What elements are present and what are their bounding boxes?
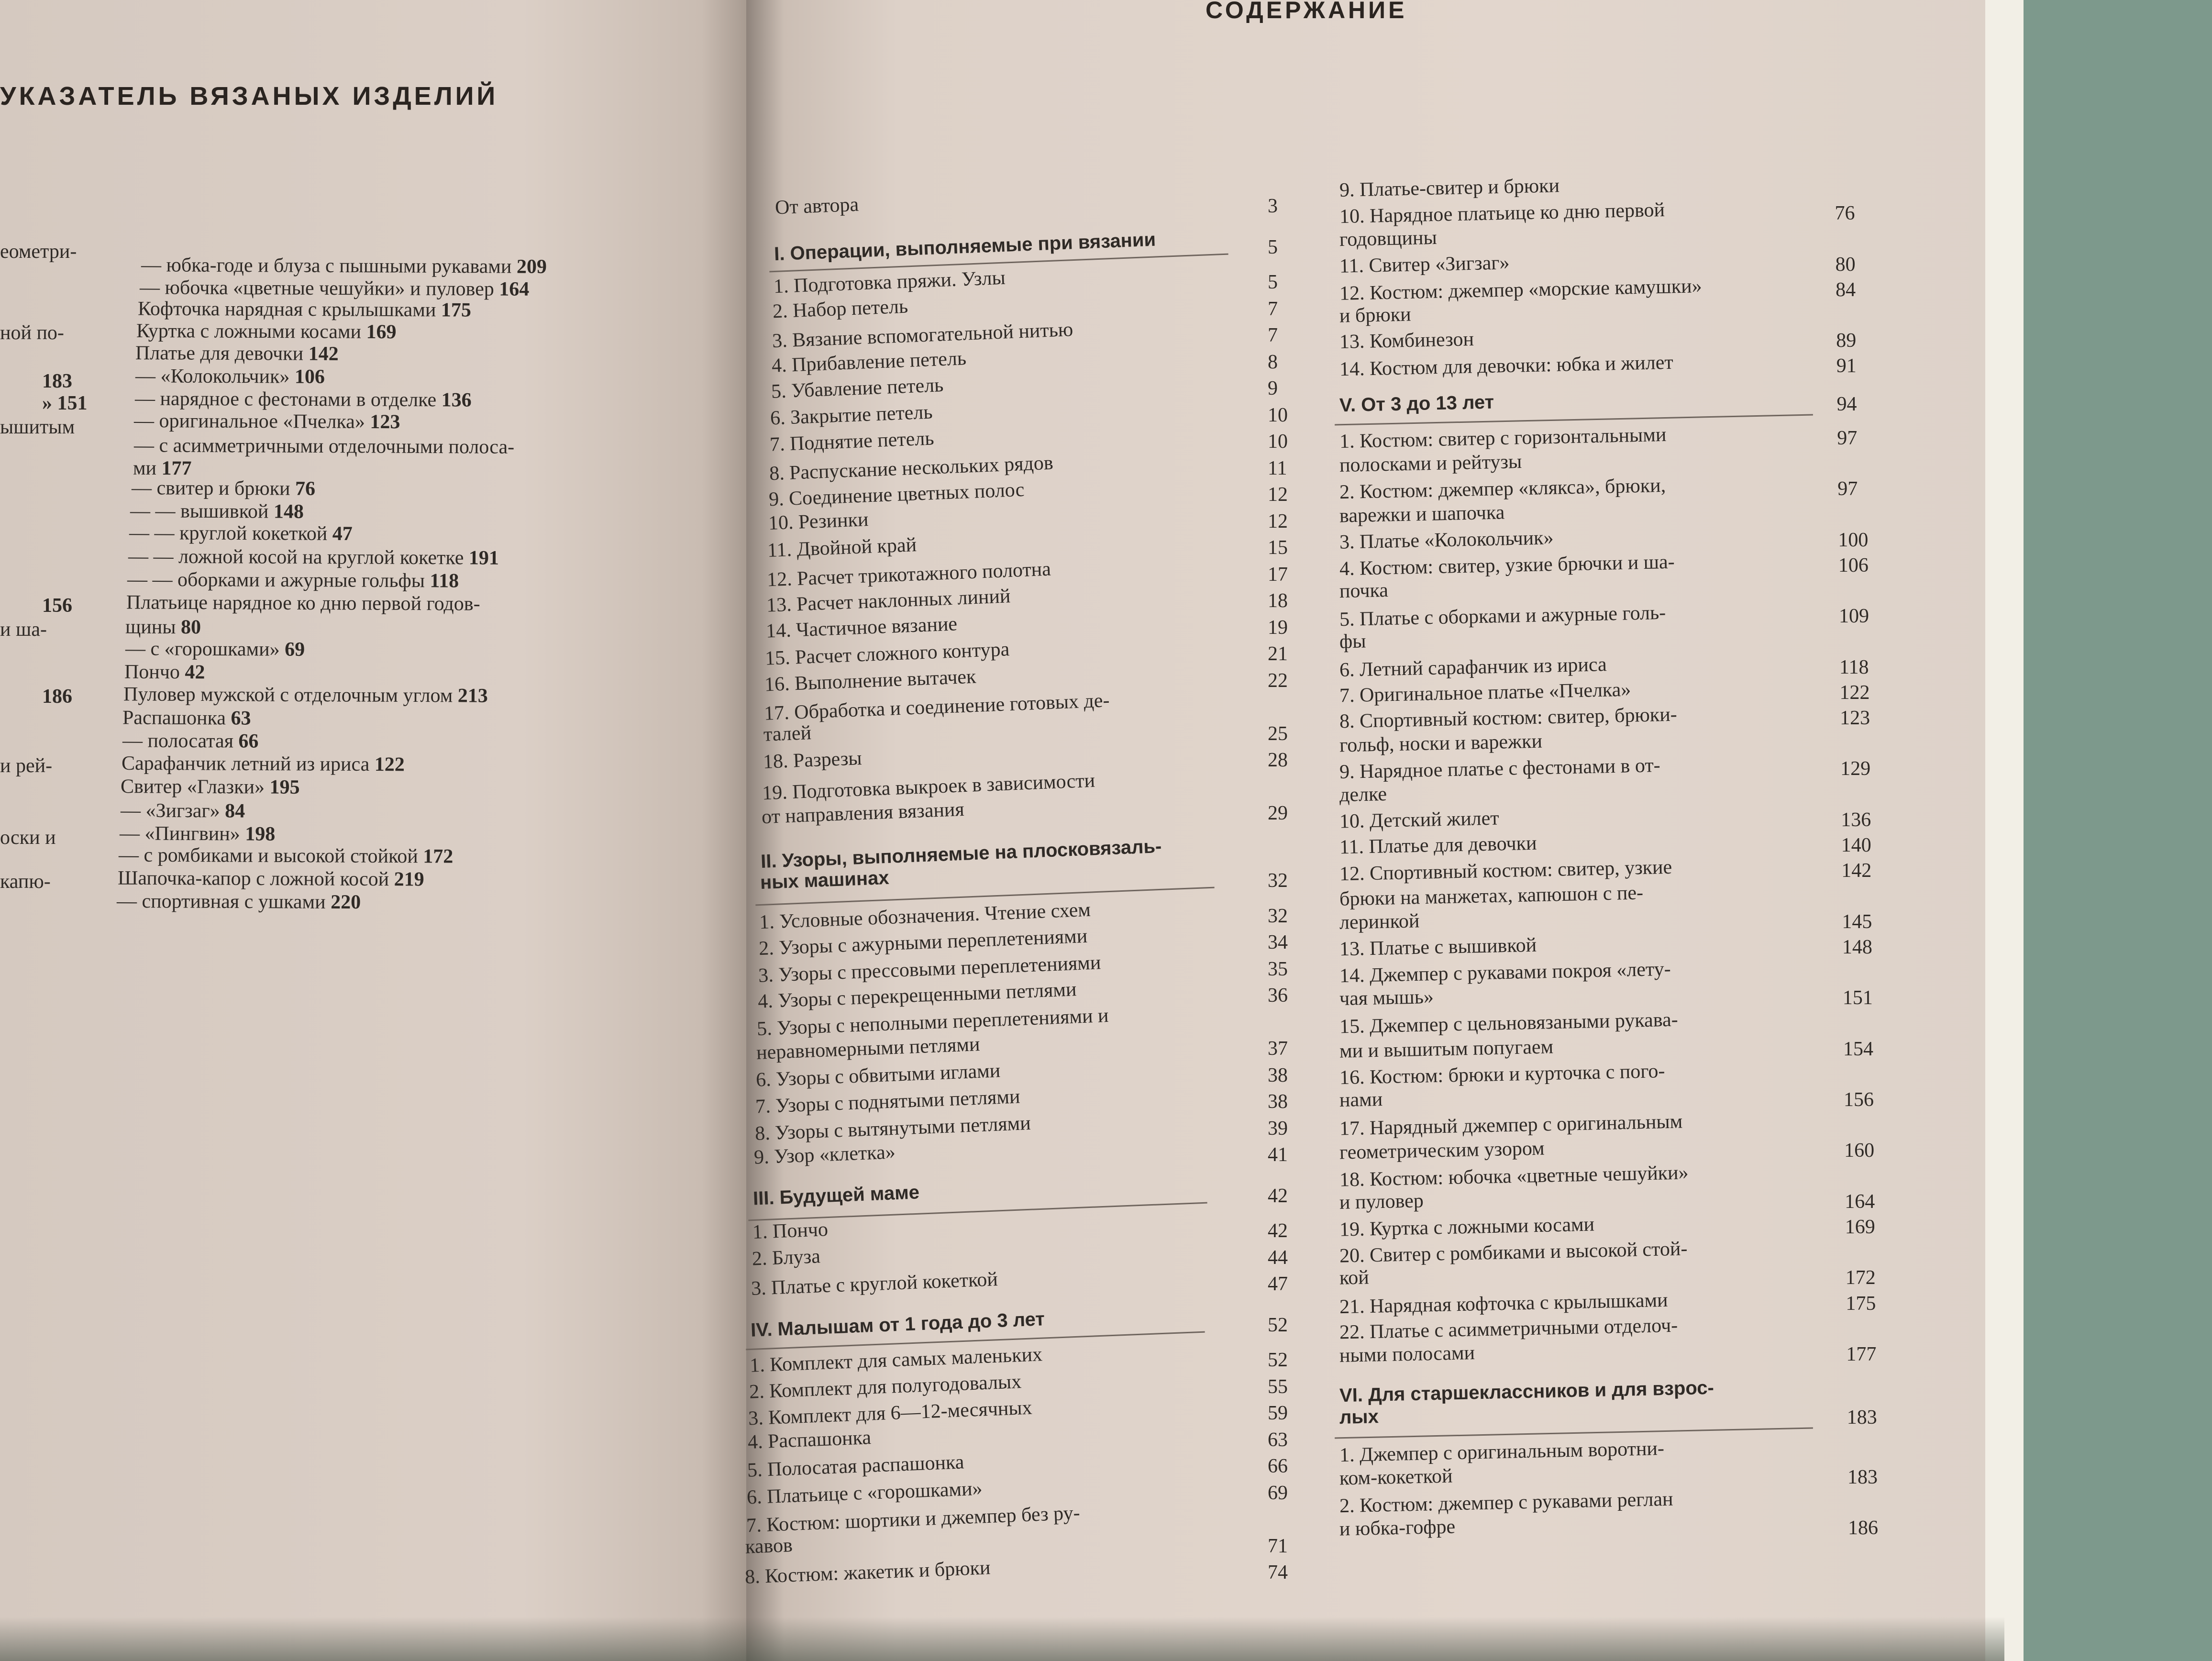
toc-item: 9. Соединение цветных полос bbox=[768, 478, 1025, 511]
toc-item: 5. Полосатая распашонка bbox=[747, 1451, 965, 1482]
toc-item: нами bbox=[1339, 1088, 1383, 1111]
toc-item: 11. Платье для девочки bbox=[1339, 832, 1537, 859]
toc-page-number: 32 bbox=[1268, 870, 1288, 892]
toc-item: 6. Закрытие петель bbox=[770, 401, 933, 429]
toc-section: ных машинах bbox=[760, 867, 890, 894]
toc-item: 17. Обработка и соединение готовых де- bbox=[763, 689, 1110, 725]
toc-page-number: 59 bbox=[1268, 1402, 1288, 1424]
toc-page-number: 44 bbox=[1268, 1246, 1288, 1269]
toc-item: кой bbox=[1339, 1266, 1370, 1290]
index-entry bbox=[126, 592, 480, 614]
index-entry bbox=[125, 639, 305, 660]
toc-item: 17. Нарядный джемпер с оригинальным bbox=[1339, 1110, 1683, 1140]
toc-item: 5. Платье с оборками и ажурные голь- bbox=[1339, 602, 1666, 631]
toc-item: геометрическим узором bbox=[1339, 1137, 1545, 1164]
toc-item: 2. Комплект для полугодовалых bbox=[749, 1370, 1022, 1403]
left-page bbox=[0, 0, 746, 1661]
toc-page-number: 7 bbox=[1268, 298, 1278, 320]
toc-item: 3. Комплект для 6—12-месячных bbox=[748, 1396, 1033, 1430]
index-entry-page: 142 bbox=[308, 343, 339, 365]
index-entry-page: 175 bbox=[441, 299, 471, 321]
edge-fragment: капю- bbox=[0, 871, 51, 893]
toc-page-number: 69 bbox=[1268, 1482, 1288, 1504]
index-entry bbox=[129, 523, 353, 544]
toc-item: годовщины bbox=[1339, 227, 1438, 251]
index-entry-page: 47 bbox=[332, 522, 353, 545]
toc-section: VI. Для старшеклассников и для взрос- bbox=[1339, 1377, 1714, 1406]
index-entry bbox=[136, 321, 397, 342]
toc-item: делке bbox=[1339, 783, 1387, 806]
toc-page-number: 5 bbox=[1268, 271, 1278, 293]
index-entry-text: — — вышивкой bbox=[130, 500, 269, 523]
toc-item: 8. Узоры с вытянутыми петлями bbox=[754, 1112, 1031, 1145]
toc-page-number: 8 bbox=[1268, 351, 1278, 373]
index-entry bbox=[138, 299, 471, 320]
index-entry bbox=[124, 662, 205, 683]
toc-section: II. Узоры, выполняемые на плосковязаль- bbox=[760, 835, 1162, 872]
toc-item: 19. Куртка с ложными косами bbox=[1339, 1213, 1595, 1241]
toc-item: 20. Свитер с ромбиками и высокой стой- bbox=[1339, 1238, 1688, 1267]
toc-item: неравномерными петлями bbox=[756, 1033, 981, 1064]
toc-page-number: 5 bbox=[1268, 236, 1278, 258]
toc-item: От автора bbox=[774, 193, 859, 219]
toc-page-number: 52 bbox=[1268, 1349, 1288, 1371]
toc-page-number: 94 bbox=[1836, 393, 1857, 415]
toc-item: и брюки bbox=[1339, 303, 1412, 327]
toc-item: 4. Прибавление петель bbox=[771, 347, 967, 377]
toc-page-number: 71 bbox=[1268, 1535, 1288, 1557]
toc-item: 12. Спортивный костюм: свитер, узкие bbox=[1339, 856, 1672, 886]
toc-item: 15. Джемпер с цельновязаными рукава- bbox=[1339, 1008, 1679, 1038]
edge-fragment: еометри- bbox=[0, 241, 77, 263]
index-entry bbox=[120, 823, 275, 844]
index-entry-text: Свитер «Глазки» bbox=[120, 775, 265, 798]
toc-page-number: 3 bbox=[1268, 195, 1278, 217]
toc-item: 9. Узор «клетка» bbox=[753, 1141, 896, 1169]
index-entry-text: — оригинальное «Пчелка» bbox=[133, 410, 365, 433]
toc-page-number: 32 bbox=[1268, 905, 1288, 927]
index-entry-text: — юбочка «цветные чешуйки» и пуловер bbox=[139, 277, 494, 300]
index-entry-page: 76 bbox=[295, 477, 316, 500]
index-entry bbox=[121, 776, 300, 797]
index-entry-page: 177 bbox=[161, 457, 192, 480]
toc-page-number: 36 bbox=[1268, 985, 1288, 1007]
toc-page-number: 42 bbox=[1268, 1220, 1288, 1242]
index-entry bbox=[123, 684, 488, 706]
toc-item: 15. Расчет сложного контура bbox=[764, 638, 1010, 670]
toc-page-number: 76 bbox=[1835, 202, 1855, 225]
toc-item: 5. Узоры с неполными переплетениями и bbox=[756, 1004, 1109, 1040]
toc-item: ком-кокеткой bbox=[1339, 1465, 1453, 1490]
toc-item: 14. Костюм для девочки: юбка и жилет bbox=[1339, 352, 1674, 381]
index-entry-page: 118 bbox=[430, 570, 459, 592]
toc-item: 11. Двойной край bbox=[767, 534, 918, 562]
toc-item: 18. Разрезы bbox=[762, 747, 862, 773]
toc-page-number: 89 bbox=[1836, 330, 1857, 352]
edge-fragment: и ша- bbox=[0, 619, 47, 641]
index-entry bbox=[135, 366, 325, 387]
toc-page-number: 97 bbox=[1837, 427, 1858, 449]
index-entry-text: Куртка с ложными косами bbox=[136, 320, 362, 343]
index-entry-text: — — ложной косой на круглой кокетке bbox=[128, 545, 464, 569]
toc-page-number: 129 bbox=[1840, 758, 1871, 780]
toc-item: 4. Узоры с перекрещенными петлями bbox=[757, 978, 1077, 1013]
toc-item: 16. Костюм: брюки и курточка с пого- bbox=[1339, 1060, 1665, 1089]
toc-page-number: 35 bbox=[1268, 958, 1288, 980]
toc-item: 10. Нарядное платьице ко дню первой bbox=[1339, 199, 1665, 228]
toc-item: 14. Частичное вязание bbox=[765, 612, 958, 642]
toc-page-number: 74 bbox=[1268, 1561, 1288, 1583]
toc-item: 1. Комплект для самых маленьких bbox=[749, 1343, 1043, 1377]
toc-item: 2. Узоры с ажурными переплетениями bbox=[758, 925, 1088, 960]
index-entry-text: — «Зигзаг» bbox=[120, 799, 220, 822]
index-entry-page: 123 bbox=[370, 410, 400, 433]
index-entry-page: 148 bbox=[273, 500, 304, 523]
index-entry bbox=[134, 435, 514, 457]
toc-item: 2. Набор петель bbox=[772, 295, 909, 322]
index-entry-page: 80 bbox=[180, 616, 201, 639]
toc-page-number: 10 bbox=[1268, 404, 1288, 426]
toc-item: 19. Подготовка выкроек в зависимости bbox=[762, 769, 1096, 804]
index-entry-page: 42 bbox=[185, 661, 205, 684]
index-entry-text: щины bbox=[125, 616, 176, 639]
toc-item: 4. Костюм: свитер, узкие брючки и ша- bbox=[1339, 551, 1675, 580]
index-entry bbox=[122, 731, 259, 751]
toc-item: фы bbox=[1339, 630, 1366, 653]
toc-item: 1. Подготовка пряжи. Узлы bbox=[773, 266, 1006, 298]
toc-page-number: 177 bbox=[1846, 1343, 1877, 1365]
index-entry bbox=[118, 868, 424, 890]
toc-page-number: 10 bbox=[1268, 431, 1288, 453]
index-entry bbox=[130, 501, 304, 522]
edge-fragment: 156 bbox=[42, 595, 72, 617]
index-entry-text: — свитер и брюки bbox=[131, 477, 290, 500]
index-entry-page: 164 bbox=[499, 278, 530, 300]
toc-item: 4. Распашонка bbox=[747, 1426, 872, 1453]
edge-fragment: оски и bbox=[0, 827, 56, 849]
index-entry-page: 172 bbox=[423, 845, 453, 868]
index-entry-text: — юбка-годе и блуза с пышными рукавами bbox=[141, 254, 512, 278]
toc-page-number: 164 bbox=[1845, 1190, 1875, 1213]
toc-page-number: 183 bbox=[1847, 1406, 1877, 1429]
toc-page-number: 123 bbox=[1840, 707, 1870, 729]
edge-fragment: 183 bbox=[42, 370, 72, 392]
toc-page-number: 19 bbox=[1268, 616, 1288, 639]
toc-page-number: 41 bbox=[1268, 1144, 1288, 1166]
toc-item: 8. Костюм: жакетик и брюки bbox=[744, 1557, 991, 1588]
edge-fragment: 186 bbox=[42, 686, 72, 708]
toc-item: 3. Узоры с прессовыми переплетениями bbox=[758, 951, 1101, 987]
toc-item: 21. Нарядная кофточка с крылышками bbox=[1339, 1289, 1668, 1318]
index-entry-text: Распашонка bbox=[122, 707, 226, 730]
toc-page-number: 11 bbox=[1268, 457, 1287, 479]
index-entry bbox=[122, 708, 251, 728]
index-entry-text: — с асимметричными отделочными полоса- bbox=[133, 434, 515, 458]
toc-page-number: 136 bbox=[1841, 808, 1871, 831]
index-entry-text: Шапочка-капор с ложной косой bbox=[117, 867, 389, 891]
toc-item: 1. Джемпер с оригинальным воротни- bbox=[1339, 1437, 1665, 1466]
index-entry bbox=[117, 891, 361, 912]
index-entry-page: 195 bbox=[269, 776, 300, 798]
toc-item: 1. Пончо bbox=[752, 1218, 829, 1244]
index-entry-page: 219 bbox=[394, 868, 424, 891]
toc-item: гольф, носки и варежки bbox=[1339, 730, 1543, 757]
toc-page-number: 38 bbox=[1268, 1091, 1288, 1113]
toc-item: 7. Костюм: шортики и джемпер без ру- bbox=[745, 1502, 1080, 1537]
toc-page-number: 148 bbox=[1842, 936, 1872, 958]
toc-page-number: 156 bbox=[1844, 1089, 1874, 1111]
index-entry bbox=[134, 411, 400, 432]
index-entry bbox=[127, 569, 459, 591]
toc-page-number: 160 bbox=[1844, 1140, 1875, 1162]
index-entry-text: — — оборками и ажурные гольфы bbox=[127, 568, 425, 592]
index-entry-text: — спортивная с ушками bbox=[116, 890, 326, 913]
toc-section: IV. Малышам от 1 года до 3 лет bbox=[750, 1308, 1045, 1341]
section-rule bbox=[1335, 414, 1813, 425]
index-entry-page: 220 bbox=[331, 891, 361, 914]
toc-page-number: 42 bbox=[1268, 1185, 1288, 1207]
index-entry-page: 209 bbox=[516, 255, 547, 278]
toc-page-number: 109 bbox=[1838, 605, 1869, 628]
toc-page-number: 15 bbox=[1268, 537, 1288, 559]
toc-item: 7. Узоры с поднятыми петлями bbox=[755, 1085, 1021, 1118]
toc-item: варежки и шапочка bbox=[1339, 501, 1505, 528]
toc-item: 14. Джемпер с рукавами покроя «лету- bbox=[1339, 958, 1671, 987]
index-entry-text: — с «горошками» bbox=[125, 638, 280, 661]
toc-item: брюки на манжетах, капюшон с пе- bbox=[1339, 882, 1644, 911]
toc-page-number: 7 bbox=[1268, 324, 1278, 346]
toc-item: 7. Оригинальное платье «Пчелка» bbox=[1339, 678, 1631, 707]
index-entry bbox=[133, 458, 192, 479]
index-entry bbox=[135, 343, 339, 364]
toc-item: от направления вязания bbox=[761, 798, 965, 829]
index-entry bbox=[141, 255, 547, 277]
index-entry-text: Кофточка нарядная с крылышками bbox=[137, 298, 436, 321]
edge-fragment: » 151 bbox=[42, 392, 88, 414]
index-entry-text: — «Колокольчик» bbox=[135, 365, 290, 388]
toc-page-number: 55 bbox=[1268, 1375, 1288, 1398]
toc-item: 13. Комбинезон bbox=[1339, 328, 1474, 354]
toc-item: 8. Распускание нескольких рядов bbox=[769, 452, 1054, 485]
endpaper bbox=[1985, 0, 2024, 1661]
index-entry-text: Пуловер мужской с отделочным углом bbox=[123, 683, 453, 707]
toc-page-number: 183 bbox=[1847, 1466, 1878, 1488]
toc-page-number: 122 bbox=[1839, 681, 1870, 704]
index-entry-text: — нарядное с фестонами в отделке bbox=[134, 388, 437, 411]
toc-page-number: 28 bbox=[1268, 749, 1288, 771]
toc-page-number: 38 bbox=[1268, 1064, 1288, 1086]
right-page bbox=[746, 0, 2004, 1661]
index-entry-page: 136 bbox=[441, 389, 472, 411]
index-entry bbox=[132, 478, 315, 499]
toc-item: 3. Платье «Колокольчик» bbox=[1339, 526, 1554, 554]
toc-item: 6. Летний сарафанчик из ириса bbox=[1339, 653, 1607, 681]
toc-item: ми и вышитым попугаем bbox=[1339, 1035, 1554, 1063]
toc-page-number: 25 bbox=[1268, 722, 1288, 745]
toc-item: 2. Костюм: джемпер «клякса», брюки, bbox=[1339, 475, 1666, 504]
toc-page-number: 169 bbox=[1845, 1216, 1875, 1238]
toc-page-number: 9 bbox=[1268, 377, 1278, 399]
index-entry-text: — — круглой кокеткой bbox=[129, 521, 328, 545]
toc-page-number: 142 bbox=[1841, 860, 1872, 882]
toc-section: лых bbox=[1339, 1406, 1379, 1428]
toc-section: V. От 3 до 13 лет bbox=[1339, 391, 1494, 416]
index-entry-page: 69 bbox=[285, 638, 305, 661]
toc-page-number: 140 bbox=[1841, 834, 1871, 856]
index-entry-page: 191 bbox=[468, 547, 499, 569]
toc-item: 13. Расчет наклонных линий bbox=[766, 585, 1011, 617]
index-entry bbox=[125, 617, 201, 638]
index-entry bbox=[135, 388, 472, 410]
index-entry bbox=[119, 845, 453, 866]
toc-page-number: 63 bbox=[1268, 1428, 1288, 1451]
toc-item: 10. Резинки bbox=[767, 508, 869, 534]
toc-item: 16. Выполнение вытачек bbox=[764, 665, 977, 696]
index-entry-page: 122 bbox=[374, 753, 405, 776]
edge-fragment: ной по- bbox=[0, 322, 64, 344]
contents-heading: СОДЕРЖАНИЕ bbox=[1206, 0, 1407, 23]
index-entry-text: — с ромбиками и высокой стойкой bbox=[118, 844, 418, 868]
toc-item: 9. Платье-свитер и брюки bbox=[1339, 175, 1560, 201]
index-entry-page: 84 bbox=[225, 800, 245, 822]
toc-page-number: 21 bbox=[1268, 643, 1288, 665]
toc-page-number: 39 bbox=[1268, 1117, 1288, 1140]
toc-item: леринкой bbox=[1339, 909, 1420, 934]
index-entry-text: Платье для девочки bbox=[135, 342, 304, 365]
toc-item: 3. Вязание вспомогательной нитью bbox=[772, 318, 1074, 353]
toc-item: 5. Убавление петель bbox=[770, 374, 944, 403]
toc-page-number: 154 bbox=[1843, 1038, 1873, 1060]
toc-page-number: 34 bbox=[1268, 931, 1288, 953]
toc-item: 6. Узоры с обвитыми иглами bbox=[755, 1059, 1001, 1091]
toc-page-number: 97 bbox=[1837, 478, 1858, 500]
toc-item: 8. Спортивный костюм: свитер, брюки- bbox=[1339, 703, 1678, 733]
toc-item: и пуловер bbox=[1339, 1189, 1424, 1214]
index-entry-text: Платьице нарядное ко дню первой годов- bbox=[126, 591, 480, 615]
page-shadow bbox=[0, 1617, 2004, 1661]
index-entry-page: 169 bbox=[366, 321, 397, 343]
toc-item: 12. Костюм: джемпер «морские камушки» bbox=[1339, 275, 1703, 305]
toc-page-number: 47 bbox=[1268, 1273, 1288, 1295]
toc-page-number: 145 bbox=[1842, 910, 1872, 933]
toc-page-number: 12 bbox=[1268, 510, 1288, 532]
toc-page-number: 186 bbox=[1848, 1517, 1878, 1539]
toc-page-number: 80 bbox=[1835, 253, 1856, 276]
toc-item: 13. Платье с вышивкой bbox=[1339, 934, 1537, 961]
toc-item: чая мышь» bbox=[1339, 986, 1434, 1010]
index-entry-text: — «Пингвин» bbox=[119, 822, 240, 845]
index-entry bbox=[140, 277, 530, 299]
toc-item: ными полосами bbox=[1339, 1342, 1475, 1367]
toc-page-number: 17 bbox=[1268, 563, 1288, 586]
index-entry-text: Пончо bbox=[124, 661, 180, 684]
toc-item: 10. Детский жилет bbox=[1339, 807, 1500, 833]
toc-item: 2. Блуза bbox=[751, 1245, 821, 1270]
index-heading: УКАЗАТЕЛЬ ВЯЗАНЫХ ИЗДЕЛИЙ bbox=[0, 82, 498, 111]
index-entry-page: 106 bbox=[294, 365, 325, 388]
index-entry-page: 66 bbox=[238, 730, 259, 753]
toc-item: 12. Расчет трикотажного полотна bbox=[766, 558, 1051, 591]
toc-page-number: 100 bbox=[1838, 529, 1869, 551]
edge-fragment: ышитым bbox=[0, 416, 75, 438]
index-entry-page: 63 bbox=[231, 707, 251, 730]
index-entry-page: 198 bbox=[245, 823, 276, 845]
toc-page-number: 118 bbox=[1839, 656, 1869, 678]
toc-item: 11. Свитер «Зигзаг» bbox=[1339, 251, 1510, 277]
toc-page-number: 91 bbox=[1836, 355, 1857, 377]
toc-page-number: 151 bbox=[1842, 987, 1873, 1009]
toc-page-number: 18 bbox=[1268, 590, 1288, 612]
toc-item: почка bbox=[1339, 579, 1389, 603]
toc-item: талей bbox=[763, 721, 812, 746]
toc-page-number: 29 bbox=[1268, 802, 1288, 824]
toc-item: 3. Платье с круглой кокеткой bbox=[751, 1268, 999, 1300]
toc-item: 7. Поднятие петель bbox=[769, 427, 935, 456]
index-entry-page: 213 bbox=[457, 685, 488, 707]
toc-page-number: 106 bbox=[1838, 554, 1869, 576]
toc-page-number: 175 bbox=[1846, 1292, 1876, 1315]
toc-item: 2. Костюм: джемпер с рукавами реглан bbox=[1339, 1488, 1673, 1517]
toc-section: I. Операции, выполняемые при вязании bbox=[774, 229, 1156, 265]
index-entry bbox=[122, 753, 405, 775]
toc-item: 22. Платье с асимметричными отделоч- bbox=[1339, 1314, 1678, 1344]
index-entry-text: — полосатая bbox=[122, 730, 234, 753]
toc-page-number: 66 bbox=[1268, 1455, 1288, 1477]
section-rule bbox=[1335, 1428, 1813, 1439]
toc-section: III. Будущей маме bbox=[752, 1181, 920, 1209]
toc-item: полосками и рейтузы bbox=[1339, 451, 1522, 476]
toc-item: 18. Костюм: юбочка «цветные чешуйки» bbox=[1339, 1161, 1689, 1191]
toc-page-number: 172 bbox=[1845, 1267, 1876, 1289]
toc-item: 1. Костюм: свитер с горизонтальными bbox=[1339, 423, 1667, 453]
toc-page-number: 52 bbox=[1268, 1314, 1288, 1336]
toc-item: 6. Платьице с «горошками» bbox=[746, 1477, 983, 1508]
toc-page-number: 22 bbox=[1268, 669, 1288, 692]
toc-page-number: 12 bbox=[1268, 484, 1288, 506]
toc-item: и юбка-гофре bbox=[1339, 1516, 1456, 1540]
edge-fragment: и рей- bbox=[0, 755, 53, 777]
index-entry-text: ми bbox=[133, 457, 157, 479]
toc-page-number: 84 bbox=[1836, 278, 1856, 301]
toc-page-number: 37 bbox=[1268, 1038, 1288, 1060]
background-surface bbox=[2024, 0, 2212, 1661]
index-entry-text: Сарафанчик летний из ириса bbox=[121, 752, 370, 775]
index-entry bbox=[128, 546, 499, 568]
toc-item: 9. Нарядное платье с фестонами в от- bbox=[1339, 754, 1661, 784]
toc-item: кавов bbox=[745, 1534, 794, 1558]
index-entry bbox=[121, 800, 245, 821]
toc-item: 1. Условные обозначения. Чтение схем bbox=[759, 898, 1092, 933]
